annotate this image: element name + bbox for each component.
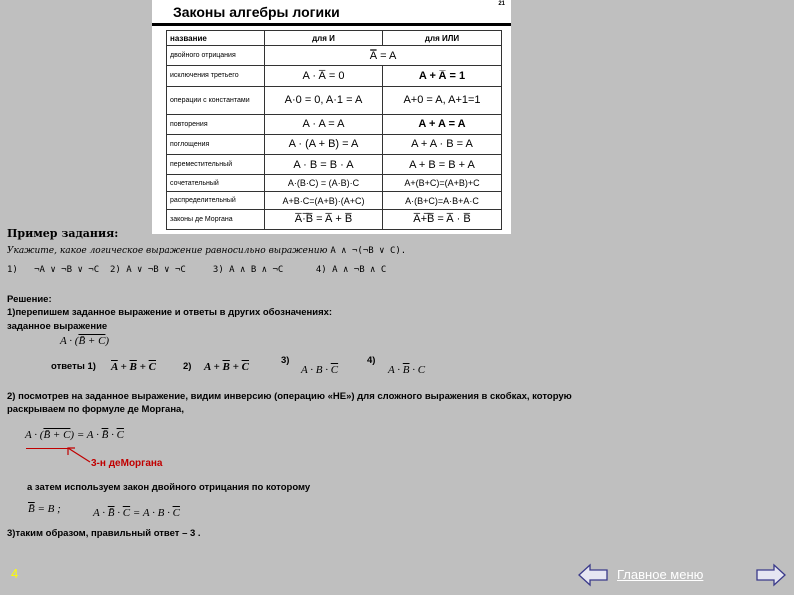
double-negation-formula: B̄ = B ; (28, 503, 61, 515)
table-row (167, 209, 502, 229)
solution-step-2-line-1: 2) посмотрев на заданное выражение, видим инверсию (операцию «НЕ») для сложного выражения в скобках, которую (7, 391, 572, 402)
page-number: 4 (11, 566, 19, 581)
law-name: двойного отрицания (167, 46, 265, 66)
law-formula-or: A̅+̅B̅ = A̅ · B̅ (383, 209, 502, 229)
table-page-number: 21 (498, 1, 505, 7)
answer-3-number: 3) (281, 355, 290, 366)
task-text (7, 246, 406, 256)
law-formula-and: A · A̅ = 0 (265, 66, 383, 86)
law-name: законы де Моргана (167, 209, 265, 229)
solution-heading: Решение: (7, 294, 52, 305)
law-name: распределительный (167, 192, 265, 209)
example-heading: Пример задания: (7, 227, 119, 240)
annotation-arrow-icon (66, 446, 94, 466)
answer-4-formula: $A \cdot \overline{B} \cdot C$ (388, 364, 426, 376)
de-morgan-annotation: 3-н деМоргана (91, 458, 163, 469)
column-header: название (167, 31, 265, 46)
table-row (167, 192, 502, 209)
task-expression: A ∧ ¬(¬B ∨ C). (330, 246, 407, 256)
law-formula-or: A + A · B = A (383, 134, 502, 154)
law-formula-and: A·(B·C) = (A·B)·C (265, 175, 383, 192)
table-row (167, 155, 502, 175)
law-formula-and: A · A = A (265, 114, 383, 134)
table-row (167, 134, 502, 154)
table-row (167, 86, 502, 114)
de-morgan-formula: A · (B̄ + C) = A · B̄ · $\overline{C}$ (25, 429, 124, 441)
table-row (167, 114, 502, 134)
result-formula: A · B̄ · $\overline{C} = A \cdot B \cdot \overline{C}$ (93, 507, 180, 519)
given-expression-label: заданное выражение (7, 321, 108, 332)
law-formula-and: A·0 = 0, A·1 = A (265, 86, 383, 114)
law-name: поглощения (167, 134, 265, 154)
law-name: переместительный (167, 155, 265, 175)
law-name: повторения (167, 114, 265, 134)
law-formula: A̿ = A (265, 46, 502, 66)
answers-label: ответы 1) (51, 361, 96, 372)
law-formula-and: A · B = B · A (265, 155, 383, 175)
task-question: Укажите, какое логическое выражение равносильно выражению (7, 246, 328, 256)
law-formula-and: A · (A + B) = A (265, 134, 383, 154)
table-header-row (167, 31, 502, 46)
law-name: операции с константами (167, 86, 265, 114)
answer-2-number: 2) (183, 361, 192, 372)
law-formula-or: A+0 = A, A+1=1 (383, 86, 502, 114)
column-header: для ИЛИ (383, 31, 502, 46)
laws-table-image (152, 0, 511, 234)
law-formula-and: A̅·̅B̅ = A̅ + B̅ (265, 209, 383, 229)
main-menu-link[interactable]: Главное меню (617, 567, 704, 582)
table-row (167, 175, 502, 192)
answer-3-formula: $A \cdot B \cdot \overline{C}$ (301, 364, 339, 376)
law-formula-or: A + B = B + A (383, 155, 502, 175)
column-header: для И (265, 31, 383, 46)
laws-table (166, 30, 502, 230)
law-formula-and: A+B·C=(A+B)·(A+C) (265, 192, 383, 209)
annotation-underline (26, 448, 70, 449)
answer-2-formula: $A + \overline{B} + \overline{C}$ (204, 361, 249, 373)
answer-4-number: 4) (367, 355, 376, 366)
law-formula-or: A + A = A (383, 114, 502, 134)
law-formula-or: A·(B+C)=A·B+A·C (383, 192, 502, 209)
solution-step-2-line-2: раскрываем по формуле де Моргана, (7, 404, 184, 415)
solution-step-3: 3)таким образом, правильный ответ – 3 . (7, 528, 201, 539)
back-arrow-icon[interactable] (578, 563, 608, 587)
table-row (167, 66, 502, 86)
law-formula-or: A + A̅ = 1 (383, 66, 502, 86)
law-name: исключения третьего (167, 66, 265, 86)
law-formula-or: A+(B+C)=(A+B)+C (383, 175, 502, 192)
given-expression-formula: A · (B̄ + C) (60, 335, 110, 347)
solution-step-2b: а затем используем закон двойного отрицания по которому (27, 482, 311, 493)
answer-1-formula: $\overline{A} + \overline{B} + \overline{C}$ (111, 361, 156, 373)
table-title: Законы алгебры логики (173, 4, 340, 20)
forward-arrow-icon[interactable] (756, 563, 786, 587)
answer-options: 1) ¬A ∨ ¬B ∨ ¬C 2) A ∨ ¬B ∨ ¬C 3) A ∧ B ∧ ¬C 4) A ∧ ¬B ∧ C (7, 265, 387, 275)
table-row (167, 46, 502, 66)
law-name: сочетательный (167, 175, 265, 192)
title-divider (152, 23, 511, 26)
solution-step-1: 1)перепишем заданное выражение и ответы в других обозначениях: (7, 307, 333, 318)
